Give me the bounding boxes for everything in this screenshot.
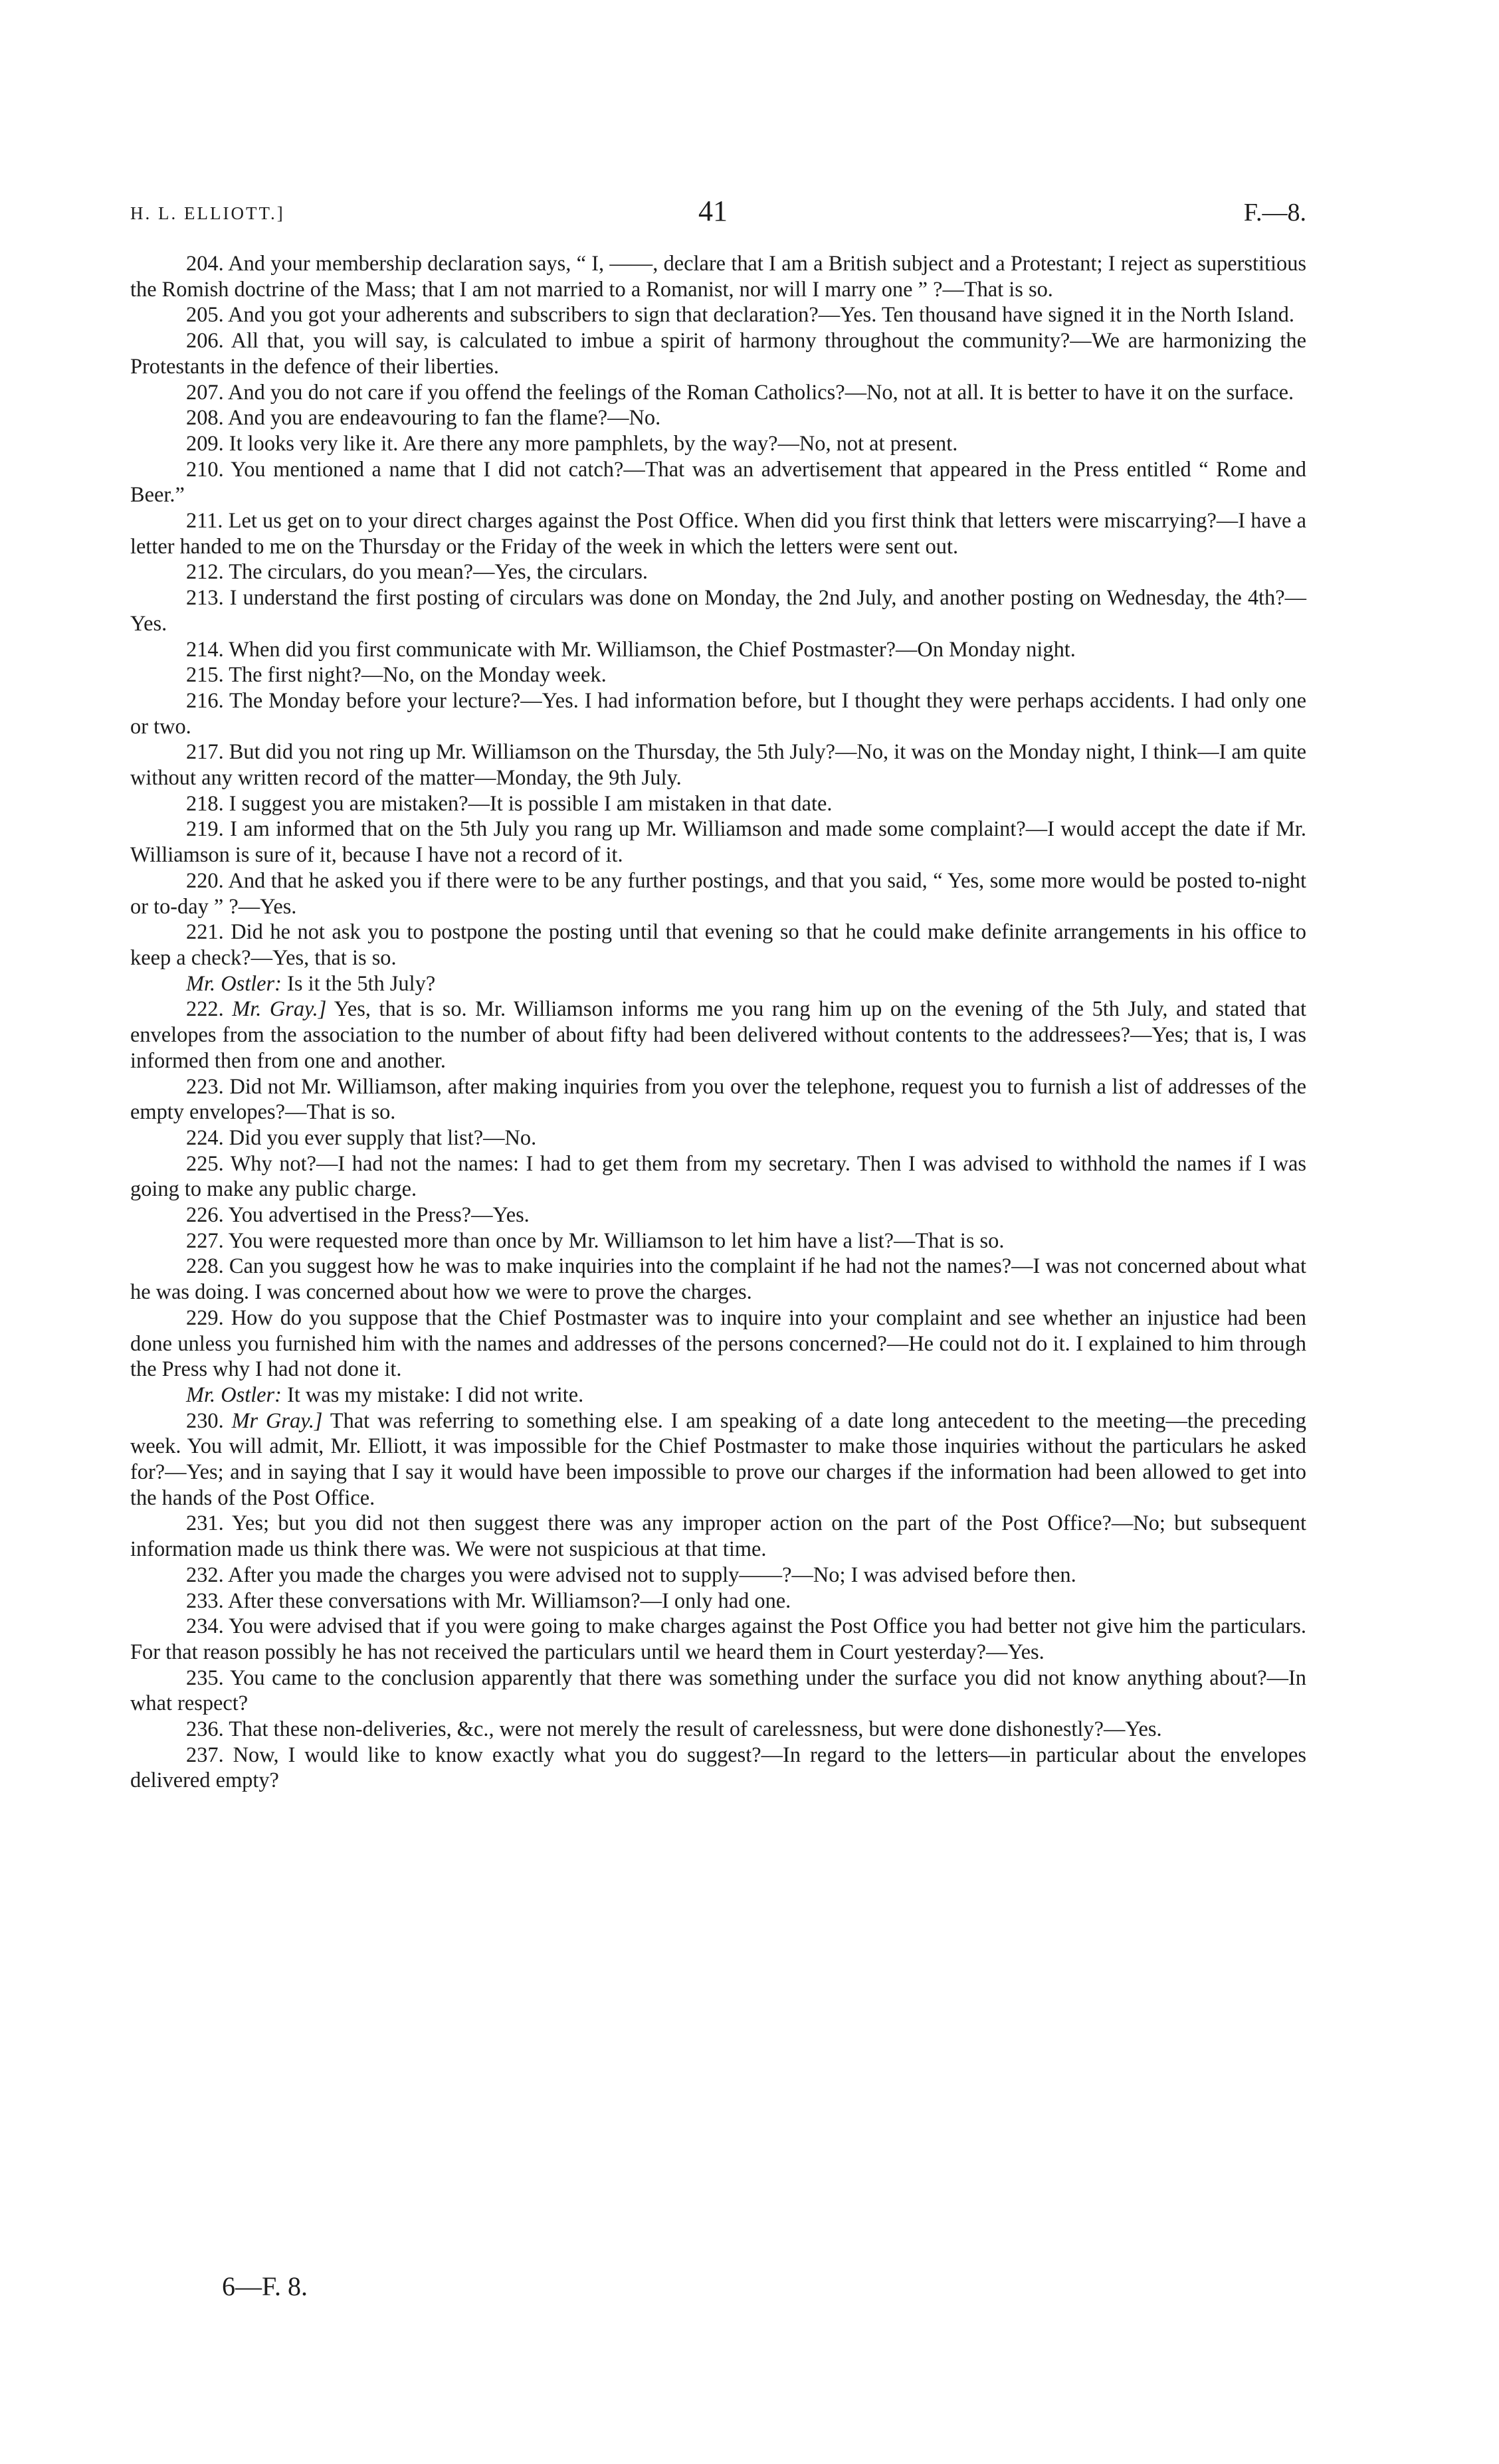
- question-paragraph: [130, 302, 1306, 328]
- question-paragraph: [130, 1151, 1306, 1202]
- question-number: 227.: [186, 1228, 224, 1253]
- question-paragraph: [130, 1743, 1306, 1794]
- speaker-name: Mr Gray.]: [231, 1408, 323, 1433]
- question-number: 206.: [186, 329, 224, 353]
- paragraph-text: Now, I would like to know exactly what you do suggest?—In regard to the letters—in particular about the envelopes delivered empty?: [130, 1743, 1306, 1793]
- question-paragraph: [130, 457, 1306, 508]
- question-number: 215.: [186, 663, 224, 688]
- question-paragraph: [130, 1382, 1306, 1408]
- paragraph-text: Yes; but you did not then suggest there was any improper action on the part of the Post Office?—No; but subsequent information made us think there was. We were not suspicious at that time.: [130, 1511, 1306, 1562]
- question-number: 228.: [186, 1254, 224, 1279]
- question-paragraph: [130, 251, 1306, 302]
- question-paragraph: [130, 1563, 1306, 1588]
- paragraph-text: When did you first communicate with Mr. Williamson, the Chief Postmaster?—On Monday night.: [229, 637, 1076, 662]
- paragraph-text: Why not?—I had not the names: I had to get them from my secretary. Then I was advised to withhold the names if I was going to make any public charge.: [130, 1151, 1306, 1202]
- question-number: 219.: [186, 817, 224, 842]
- question-number: 223.: [186, 1074, 224, 1099]
- question-number: 237.: [186, 1743, 224, 1767]
- question-paragraph: [130, 1074, 1306, 1125]
- speaker-name: Mr. Gray.]: [232, 997, 327, 1022]
- question-number: 226.: [186, 1203, 224, 1228]
- paragraph-text: And you are endeavouring to fan the flame?—No.: [228, 406, 661, 430]
- question-paragraph: [130, 1228, 1306, 1254]
- speaker-name: Mr. Ostler:: [186, 971, 282, 996]
- question-paragraph: [130, 662, 1306, 688]
- running-head: [130, 194, 1306, 234]
- question-paragraph: [130, 637, 1306, 663]
- question-number: 232.: [186, 1563, 224, 1587]
- question-number: 211.: [186, 509, 223, 533]
- paragraph-text: And that he asked you if there were to be any further postings, and that you said, “ Yes, some more would be posted to-night or to-day ” ?—Yes.: [130, 868, 1306, 919]
- paragraph-text: Did he not ask you to postpone the posting until that evening so that he could make definite arrangements in his office to keep a check?—Yes, that is so.: [130, 920, 1306, 970]
- printer-signature: 6—F. 8.: [222, 2271, 308, 2301]
- question-paragraph: [130, 1588, 1306, 1614]
- paragraph-text: You came to the conclusion apparently that there was something under the surface you did not know anything about?—In what respect?: [130, 1665, 1306, 1716]
- paragraph-text: But did you not ring up Mr. Williamson on the Thursday, the 5th July?—No, it was on the Monday night, I think—I am quite without any written record of the matter—Monday, the 9th July.: [130, 740, 1306, 791]
- question-number: 214.: [186, 637, 224, 662]
- question-number: 208.: [186, 406, 224, 430]
- paragraph-text: The Monday before your lecture?—Yes. I had information before, but I thought they were perhaps accidents. I had only one or two.: [130, 688, 1306, 739]
- paragraph-text: I understand the first posting of circulars was done on Monday, the 2nd July, and another posting on Wednesday, the 4th?—Yes.: [130, 586, 1307, 636]
- paragraph-text: You mentioned a name that I did not catch?—That was an advertisement that appeared in the Press entitled “ Rome and Beer.”: [130, 457, 1306, 508]
- paragraph-text: The first night?—No, on the Monday week.: [229, 663, 607, 688]
- paragraph-text: How do you suppose that the Chief Postmaster was to inquire into your complaint and see whether an injustice had been done unless you furnished him with the names and addresses of the persons concerned?—He could not do it. I explained to him through the Press why I had not done it.: [130, 1305, 1306, 1382]
- paragraph-text: After you made the charges you were advised not to supply——?—No; I was advised before then.: [228, 1563, 1076, 1587]
- question-paragraph: [130, 1665, 1306, 1717]
- question-paragraph: [130, 868, 1306, 919]
- paragraph-text: I am informed that on the 5th July you rang up Mr. Williamson and made some complaint?—I would accept the date if Mr. Williamson is sure of it, because I have not a record of it.: [130, 817, 1306, 868]
- document-reference: F.—8.: [1243, 199, 1306, 227]
- question-number: 207.: [186, 380, 224, 405]
- question-number: 213.: [186, 586, 224, 611]
- question-number: 222.: [186, 997, 224, 1022]
- paragraph-text: You were requested more than once by Mr. Williamson to let him have a list?—That is so.: [228, 1228, 1005, 1253]
- question-paragraph: [130, 559, 1306, 585]
- question-paragraph: [130, 1125, 1306, 1151]
- paragraph-text: Is it the 5th July?: [287, 971, 436, 996]
- question-number: 205.: [186, 303, 224, 328]
- question-number: 224.: [186, 1125, 224, 1150]
- paragraph-text: Yes, that is so. Mr. Williamson informs me you rang him up on the evening of the 5th July, and stated that envelopes from the association to the number of about fifty had been delivered without contents to the addressees?—Yes; that is, I was informed then from one and another.: [130, 997, 1306, 1073]
- question-number: 235.: [186, 1665, 224, 1690]
- paragraph-text: The circulars, do you mean?—Yes, the circulars.: [229, 560, 649, 585]
- question-number: 220.: [186, 868, 224, 893]
- question-paragraph: [130, 328, 1306, 379]
- speaker-name: Mr. Ostler:: [186, 1382, 282, 1407]
- question-paragraph: [130, 971, 1306, 997]
- question-paragraph: [130, 1202, 1306, 1228]
- question-paragraph: [130, 405, 1306, 431]
- question-number: 225.: [186, 1151, 224, 1176]
- question-paragraph: [130, 585, 1306, 636]
- paragraph-text: And your membership declaration says, “ I, ——, declare that I am a British subject and a Protestant; I reject as superstitious the Romish doctrine of the Mass; that I am not married to a Romanist, nor will I marry one ” ?—That is so.: [130, 252, 1307, 302]
- paragraph-text: I suggest you are mistaken?—It is possible I am mistaken in that date.: [229, 791, 833, 816]
- paragraph-text: And you got your adherents and subscribers to sign that declaration?—Yes. Ten thousand have signed it in the North Island.: [228, 303, 1294, 328]
- question-number: 210.: [186, 457, 224, 482]
- question-number: 212.: [186, 560, 224, 585]
- page-number: 41: [698, 195, 728, 227]
- question-number: 218.: [186, 791, 224, 816]
- paragraph-text: Did you ever supply that list?—No.: [229, 1125, 537, 1150]
- question-number: 236.: [186, 1717, 224, 1742]
- question-paragraph: [130, 816, 1306, 868]
- question-number: 216.: [186, 688, 224, 713]
- question-number: 221.: [186, 920, 224, 945]
- question-number: 233.: [186, 1588, 224, 1613]
- question-paragraph: [130, 1614, 1306, 1665]
- paragraph-text: It looks very like it. Are there any more pamphlets, by the way?—No, not at present.: [229, 431, 958, 456]
- question-number: 234.: [186, 1614, 224, 1639]
- question-number: 217.: [186, 740, 224, 765]
- question-paragraph: [130, 1511, 1306, 1562]
- paragraph-text: Let us get on to your direct charges against the Post Office. When did you first think that letters were miscarrying?—I have a letter handed to me on the Thursday or the Friday of the week in which the letters were sent out.: [130, 509, 1306, 559]
- question-number: 209.: [186, 431, 224, 456]
- question-paragraph: [130, 508, 1306, 559]
- question-paragraph: [130, 431, 1306, 457]
- question-paragraph: [130, 688, 1306, 739]
- paragraph-text: Did not Mr. Williamson, after making inquiries from you over the telephone, request you to furnish a list of addresses of the empty envelopes?—That is so.: [130, 1074, 1307, 1125]
- question-number: 231.: [186, 1511, 224, 1536]
- paragraph-text: All that, you will say, is calculated to imbue a spirit of harmony throughout the community?—We are harmonizing the Protestants in the defence of their liberties.: [130, 329, 1307, 379]
- paragraph-text: It was my mistake: I did not write.: [287, 1382, 584, 1407]
- question-number: 229.: [186, 1305, 224, 1330]
- question-paragraph: [130, 1408, 1306, 1511]
- paragraph-text: Can you suggest how he was to make inquiries into the complaint if he had not the names?—I was not concerned about what he was doing. I was concerned about how we were to prove the charges.: [130, 1254, 1306, 1305]
- question-paragraph: [130, 739, 1306, 791]
- question-paragraph: [130, 1305, 1306, 1382]
- transcript-body: [130, 251, 1306, 1794]
- question-number: 230.: [186, 1408, 224, 1433]
- question-paragraph: [130, 1254, 1306, 1305]
- paragraph-text: That was referring to something else. I am speaking of a date long antecedent to the meeting—the preceding week. You will admit, Mr. Elliott, it was impossible for the Chief Postmaster to make those inquiries without the particulars he asked for?—Yes; and in saying that I say it would have been impossible to prove our charges if the information had been allowed to get into the hands of the Post Office.: [130, 1408, 1306, 1510]
- paragraph-text: You advertised in the Press?—Yes.: [228, 1203, 530, 1228]
- paragraph-text: And you do not care if you offend the feelings of the Roman Catholics?—No, not at all. It is better to have it on the surface.: [228, 380, 1294, 405]
- question-paragraph: [130, 996, 1306, 1074]
- question-paragraph: [130, 380, 1306, 406]
- paragraph-text: After these conversations with Mr. Williamson?—I only had one.: [228, 1588, 791, 1613]
- paragraph-text: You were advised that if you were going to make charges against the Post Office you had better not give him the particulars. For that reason possibly he has not received the particulars until we heard them in Court yesterday?—Yes.: [130, 1614, 1306, 1664]
- question-paragraph: [130, 919, 1306, 971]
- question-number: 204.: [186, 252, 224, 276]
- witness-name: H. L. ELLIOTT.]: [130, 203, 285, 223]
- question-paragraph: [130, 1717, 1306, 1743]
- question-paragraph: [130, 791, 1306, 817]
- paragraph-text: That these non-deliveries, &c., were not merely the result of carelessness, but were done dishonestly?—Yes.: [229, 1717, 1162, 1742]
